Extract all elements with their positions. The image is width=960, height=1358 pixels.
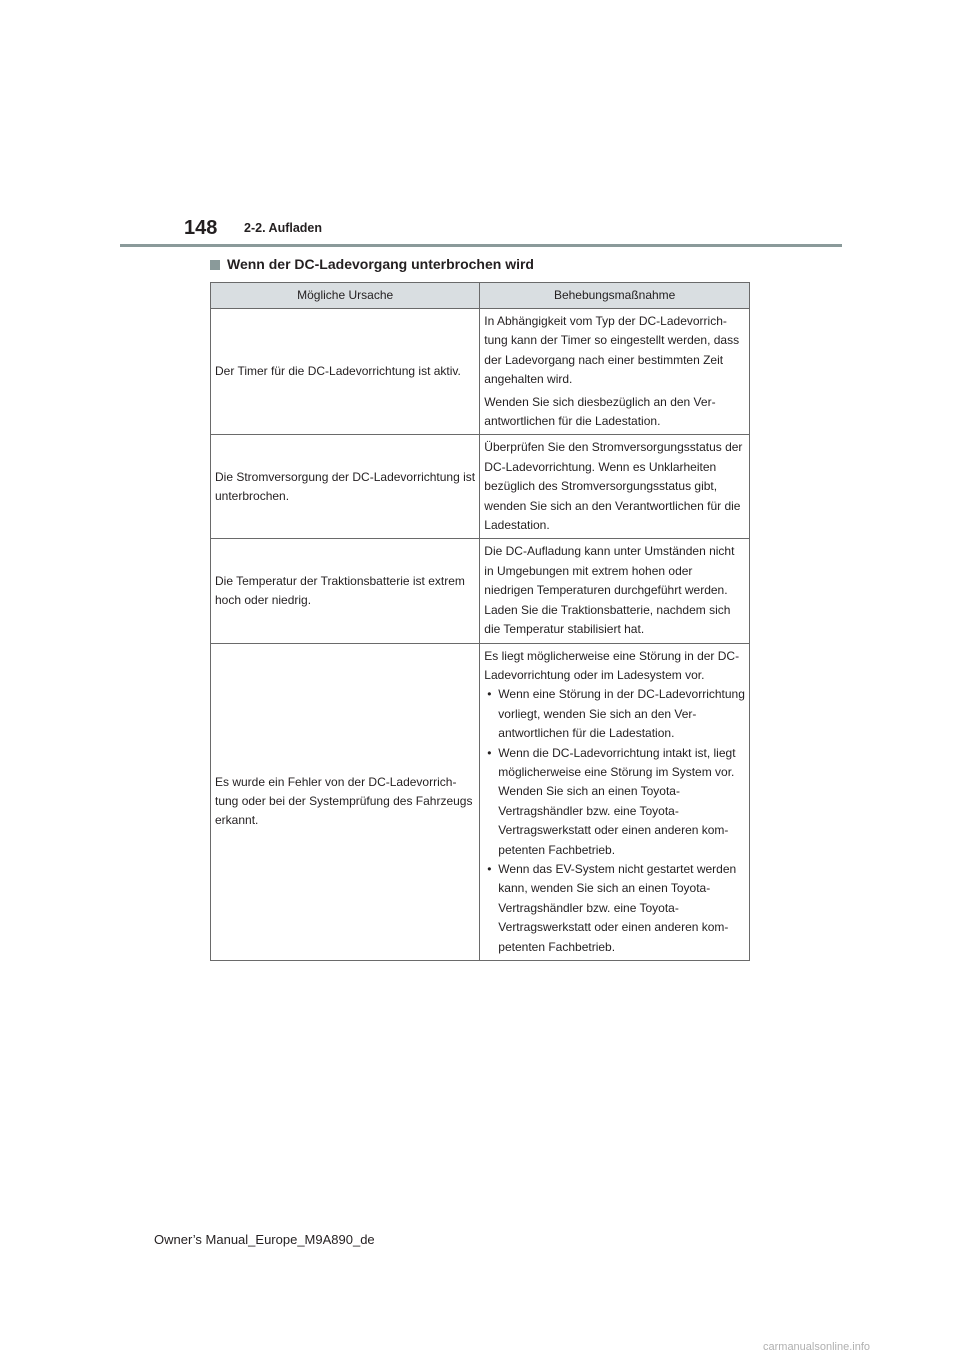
header-rule	[120, 244, 842, 247]
page-number: 148	[184, 217, 218, 239]
remedy-intro: Es liegt möglicherweise eine Störung in der DC-Ladevorrichtung oder im Ladesystem vor.	[484, 648, 740, 682]
causes-table	[210, 282, 750, 961]
table-row	[211, 435, 750, 539]
table-row	[211, 643, 750, 961]
header-remedy: Behebungsmaßnahme	[480, 283, 750, 309]
header-cause: Mögliche Ursache	[211, 283, 480, 309]
remedy-bullet: • Wenn eine Störung in der DC-Ladevorrichtung vorliegt, wenden Sie sich an den Verantwortlichen für die Ladestation.	[484, 685, 745, 743]
remedy-cell	[480, 539, 750, 643]
remedy-paragraph: In Abhängigkeit vom Typ der DC-Ladevorrichtung kann der Timer so eingestellt werden, dass der Ladevorgang nach einer bestimmten Zeit angehalten wird.	[484, 314, 740, 387]
chapter-title: 2-2. Aufladen	[244, 221, 323, 235]
remedy-paragraph: Die DC-Aufladung kann unter Umständen nicht in Umgebungen mit extrem hohen oder niedrigen Temperaturen durchgeführt werden. Laden Sie die Traktionsbatterie, nachdem sich die Temperatur stabilisiert hat.	[484, 544, 735, 637]
remedy-bullet: • Wenn die DC-Ladevorrichtung intakt ist, liegt möglicherweise eine Störung im System vor. Wenden Sie sich an einen Toyota-Vertragshändler bzw. eine Toyota-Vertragswerkstatt oder einen anderen kompetenten Fachbetrieb.	[484, 744, 745, 860]
watermark: carmanualsonline.info	[763, 1341, 871, 1353]
cause-cell: Die Stromversorgung der DC-Ladevorrichtung ist unterbrochen.	[211, 435, 480, 539]
table-row	[211, 539, 750, 643]
remedy-bullet: • Wenn das EV-System nicht gestartet werden kann, wenden Sie sich an einen Toyota-Vertragshändler bzw. eine Toyota-Vertragswerkstatt oder einen anderen kompetenten Fachbetrieb.	[484, 860, 745, 957]
cause-cell: Die Temperatur der Traktionsbatterie ist extrem hoch oder niedrig.	[211, 539, 480, 643]
square-bullet-icon	[210, 260, 220, 270]
cause-cell: Es wurde ein Fehler von der DC-Ladevorrichtung oder bei der Systemprüfung des Fahrzeugs erkannt.	[211, 643, 480, 961]
remedy-paragraph: Überprüfen Sie den Stromversorgungsstatus der DC-Ladevorrichtung. Wenn es Unklarheiten bezüglich des Stromversorgungsstatus gibt, wenden Sie sich an den Verantwortlichen für die Ladestation.	[484, 440, 743, 533]
footer-manual-id: Owner’s Manual_Europe_M9A890_de	[154, 1232, 375, 1247]
remedy-paragraph: Wenden Sie sich diesbezüglich an den Verantwortlichen für die Ladestation.	[484, 394, 716, 429]
table-row	[211, 309, 750, 435]
remedy-cell	[480, 643, 750, 961]
section-heading	[210, 255, 534, 273]
remedy-bullet-list	[484, 685, 745, 957]
remedy-cell	[480, 435, 750, 539]
section-heading-text: Wenn der DC-Ladevorgang unterbrochen wird	[227, 256, 534, 272]
remedy-cell	[480, 309, 750, 435]
cause-cell: Der Timer für die DC-Ladevorrichtung ist aktiv.	[211, 309, 480, 435]
table-header-row	[211, 283, 750, 309]
